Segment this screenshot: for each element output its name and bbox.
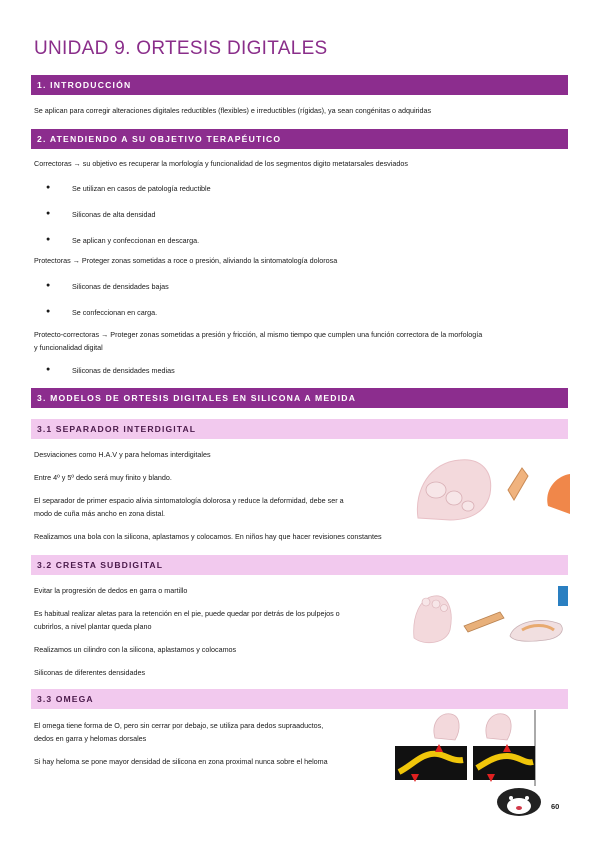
protectoras-text: Protectoras → Proteger zonas sometidas a roce o presión, aliviando la sintomatología dolorosa (34, 256, 338, 265)
omega-photos (395, 710, 545, 816)
cresta-line: Siliconas de diferentes densidades (34, 668, 146, 677)
page-title: UNIDAD 9. ORTESIS DIGITALES (34, 38, 328, 59)
intro-text: Se aplican para corregir alteraciones digitales reductibles (flexibles) e irreductibles (rígidas), ya sean congénitas o adquiridas (34, 106, 432, 115)
bullet-icon: ● (46, 236, 51, 243)
list-item: ● Se utilizan en casos de patología reductible (46, 184, 211, 193)
separador-line: Desviaciones como H.A.V y para helomas interdigitales (34, 450, 211, 459)
cresta-foot-photo (410, 586, 570, 648)
bullet-icon: ● (46, 184, 51, 191)
bullet-icon: ● (46, 308, 51, 315)
omega-line: Si hay heloma se pone mayor densidad de silicona en zona proximal nunca sobre el heloma (34, 757, 328, 766)
bullet-icon: ● (46, 210, 51, 217)
list-item: ● Siliconas de densidades bajas (46, 282, 169, 291)
cresta-line: Es habitual realizar aletas para la retención en el pie, puede quedar por detrás de los pulpejos o (34, 609, 340, 618)
section-heading-introduccion: 1. INTRODUCCIÓN (31, 75, 568, 95)
separador-line: Entre 4º y 5º dedo será muy finito y blando. (34, 473, 172, 482)
section-heading-modelos: 3. MODELOS DE ORTESIS DIGITALES EN SILICONA A MEDIDA (31, 388, 568, 408)
cresta-line: Realizamos un cilindro con la silicona, aplastamos y colocamos (34, 645, 237, 654)
cresta-line: cubrirlos, a nivel plantar queda plano (34, 622, 152, 631)
section-heading-objetivo: 2. ATENDIENDO A SU OBJETIVO TERAPÉUTICO (31, 129, 568, 149)
subsection-heading-cresta: 3.2 CRESTA SUBDIGITAL (31, 555, 568, 575)
omega-line: El omega tiene forma de O, pero sin cerrar por debajo, se utiliza para dedos supraaductos, (34, 721, 324, 730)
list-item: ● Se aplican y confeccionan en descarga. (46, 236, 200, 245)
separador-line: modo de cuña más ancho en zona distal. (34, 509, 166, 518)
subsection-heading-omega: 3.3 OMEGA (31, 689, 568, 709)
list-item: ● Se confeccionan en carga. (46, 308, 158, 317)
list-item: ● Siliconas de alta densidad (46, 210, 156, 219)
subsection-heading-separador: 3.1 SEPARADOR INTERDIGITAL (31, 419, 568, 439)
separador-line: Realizamos una bola con la silicona, aplastamos y colocamos. En niños hay que hacer revisiones constantes (34, 532, 382, 541)
correctoras-text: Correctoras → su objetivo es recuperar la morfología y funcionalidad de los segmentos digito metatarsales desviados (34, 159, 408, 168)
protecto-correctoras-text: Protecto-correctoras → Proteger zonas sometidas a presión y fricción, al mismo tiempo que cumplen una función correctora de la morfología (34, 330, 483, 339)
list-item: ● Siliconas de densidades medias (46, 366, 175, 375)
protecto-correctoras-text-cont: y funcionalidad digital (34, 343, 103, 352)
cresta-line: Evitar la progresión de dedos en garra o martillo (34, 586, 188, 595)
separador-foot-photo (410, 450, 570, 522)
separador-line: El separador de primer espacio alivia sintomatología dolorosa y reduce la deformidad, debe ser a (34, 496, 344, 505)
omega-line: dedos en garra y helomas dorsales (34, 734, 147, 743)
page-number: 60 (551, 802, 560, 811)
bullet-icon: ● (46, 282, 51, 289)
bullet-icon: ● (46, 366, 51, 373)
